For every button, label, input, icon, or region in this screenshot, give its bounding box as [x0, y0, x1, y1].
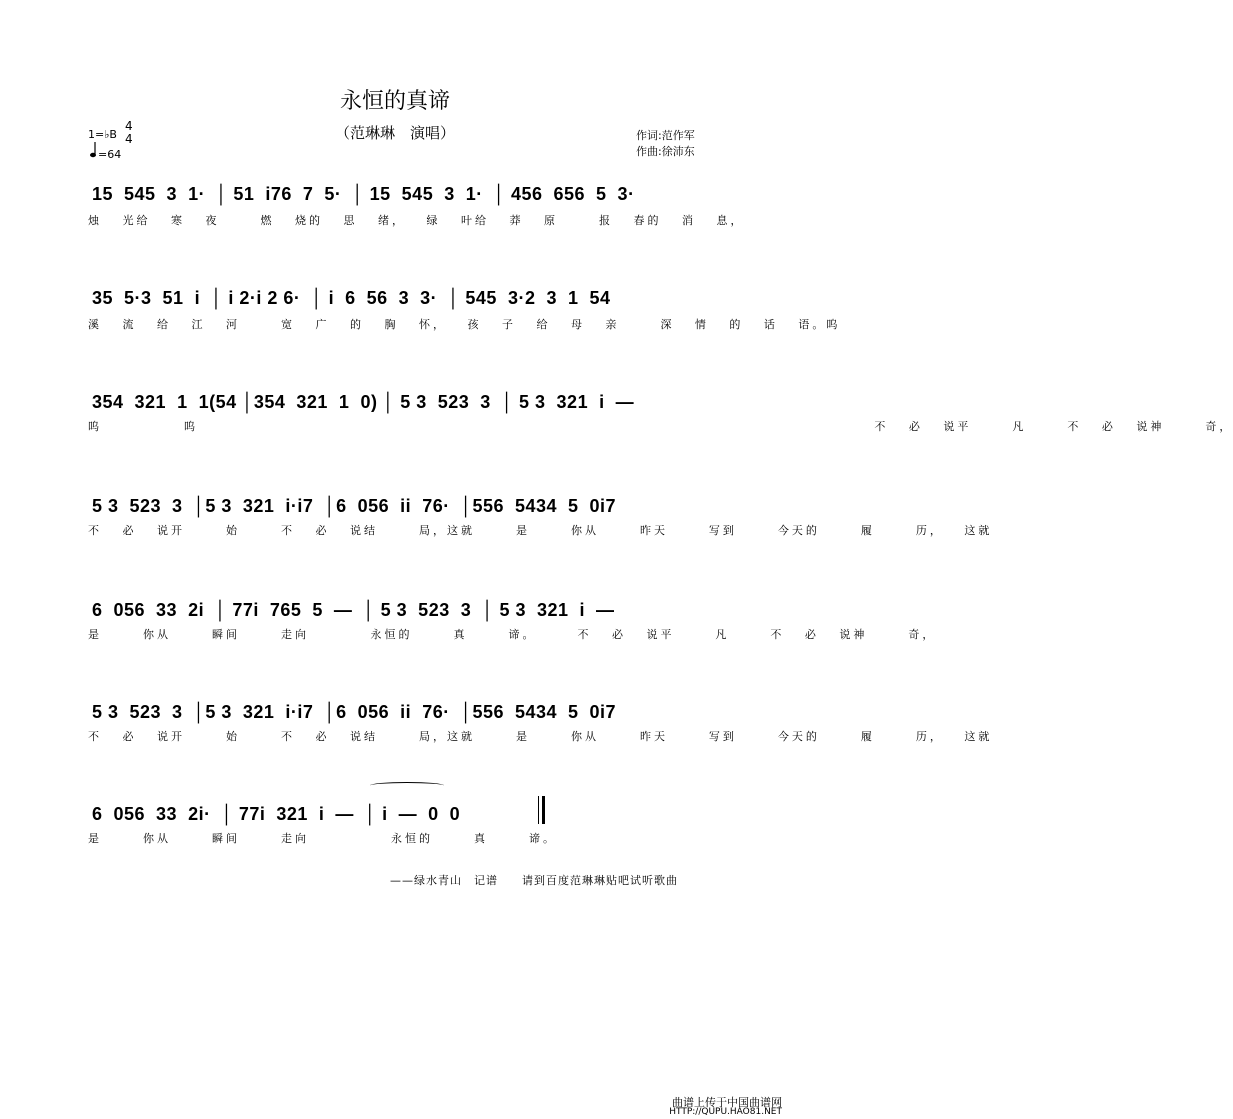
final-barline-thin: [538, 796, 539, 824]
lyrics-line-7: 是 你从 瞬间 走向 永恒的 真 谛。: [88, 832, 557, 845]
score-line-6: [88, 694, 738, 728]
lyrics-line-2: 溪 流 给 江 河 宽 广 的 胸 怀， 孩 子 给 母 亲 深 情 的 话 语。呜: [88, 318, 841, 331]
notation-line-4: 5 3 523 3 │5 3 321 i·i7 │6 056 ii 76· │556 5434 5 0i7: [92, 496, 617, 516]
transcriber-note: ——绿水青山 记谱 请到百度范琳琳贴吧试听歌曲: [390, 874, 678, 887]
lyrics-line-6: 不 必 说开 始 不 必 说结 局，这就 是 你从 昨天 写到 今天的 履 历， 这就: [88, 730, 993, 743]
score-line-2: [88, 280, 738, 314]
lyrics-line-1: 烛 光给 寒 夜 燃 烧的 思 绪， 绿 叶给 莽 原 报 春的 消 息，: [88, 214, 745, 227]
composer-credit: 作曲:徐沛东: [636, 145, 695, 158]
meter-top: 4: [125, 119, 133, 133]
score-line-3: [88, 384, 738, 418]
meter-bottom: 4: [125, 132, 133, 146]
tempo-marking: =64: [98, 148, 122, 161]
final-barline-thick: [542, 796, 545, 824]
notation-line-6: 5 3 523 3 │5 3 321 i·i7 │6 056 ii 76· │556 5434 5 0i7: [92, 702, 617, 722]
song-title: 永恒的真谛: [339, 89, 450, 114]
notation-line-5: 6 056 33 2i │ 77i 765 5 — │ 5 3 523 3 │ 5 3 321 i —: [92, 600, 615, 620]
score-line-5: [88, 592, 738, 626]
lyrics-line-3: 呜 呜 不 必 说平 凡 不 必 说神 奇，: [88, 420, 1233, 433]
tie-arc: [370, 782, 444, 789]
notation-line-3: 354 321 1 1(54 │354 321 1 0) │ 5 3 523 3 │ 5 3 321 i —: [92, 392, 635, 412]
performer-subtitle: （范琳琳 演唱）: [334, 124, 455, 142]
notation-line-1: 15 545 3 1· │ 51 i76 7 5· │ 15 545 3 1· │ 456 656 5 3·: [92, 184, 635, 204]
time-signature: [125, 120, 133, 146]
score-line-1: [88, 176, 738, 210]
score-line-4: [88, 488, 738, 522]
notation-line-2: 35 5·3 51 i │ i 2·i 2 6· │ i 6 56 3 3· │ 545 3·2 3 1 54: [92, 288, 611, 308]
lyrics-line-4: 不 必 说开 始 不 必 说结 局，这就 是 你从 昨天 写到 今天的 履 历， 这就: [88, 524, 993, 537]
site-url: HTTP://QUPU.HAO81.NET: [669, 1107, 782, 1117]
notation-line-7: 6 056 33 2i· │ 77i 321 i — │ i — 0 0: [92, 804, 461, 824]
lyricist-credit: 作词:范作军: [636, 129, 695, 142]
key-signature: 1=♭B: [88, 128, 117, 141]
lyrics-line-5: 是 你从 瞬间 走向 永恒的 真 谛。 不 必 说平 凡 不 必 说神 奇，: [88, 628, 937, 641]
site-watermark: 曲谱上传于中国曲谱网: [672, 1096, 782, 1109]
quarter-note-icon: [90, 142, 96, 158]
score-line-7: [88, 796, 738, 830]
